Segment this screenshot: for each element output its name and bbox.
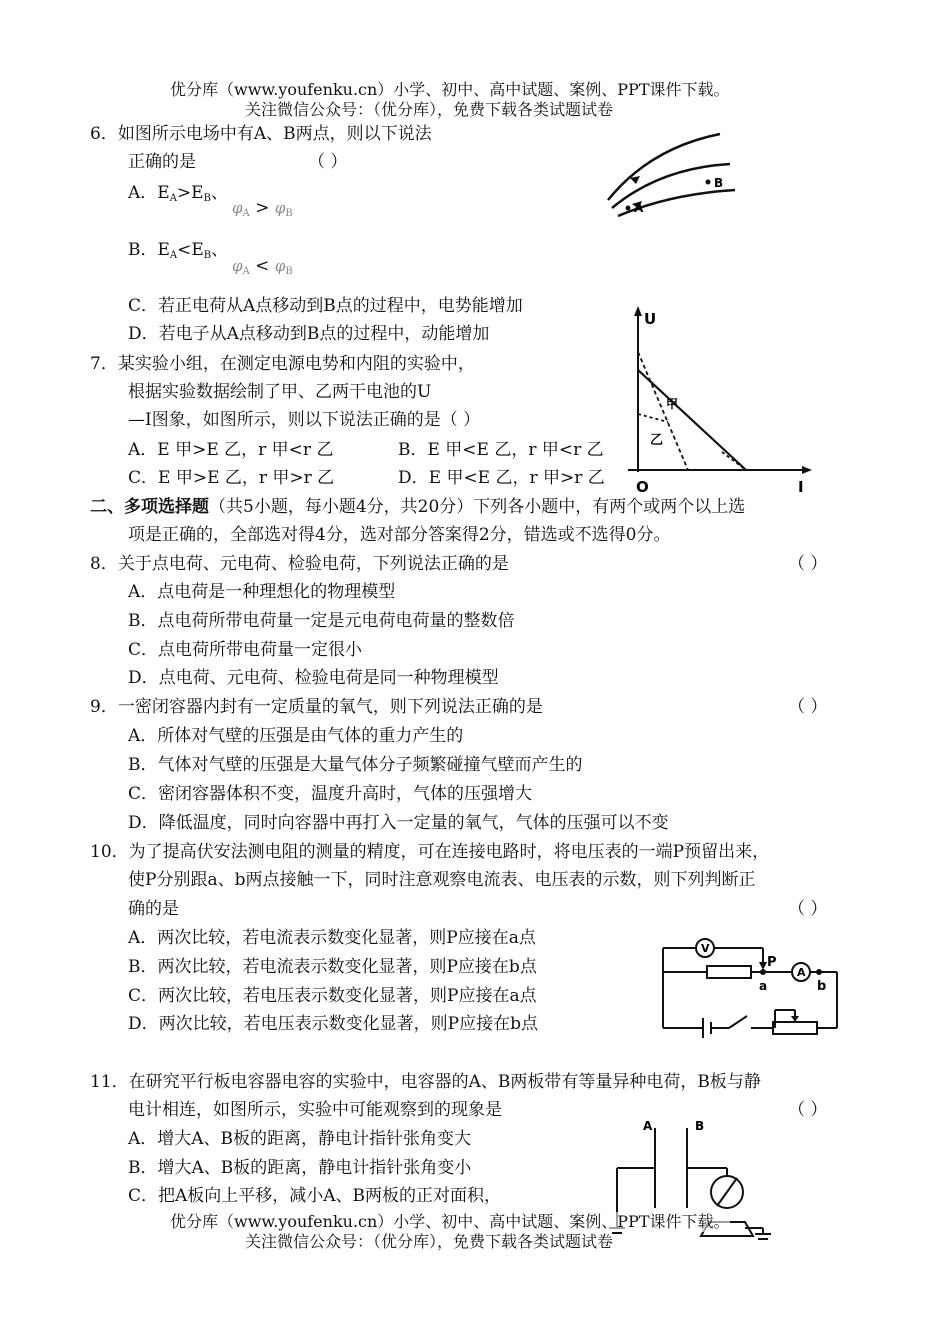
q6-option-a-potential: $\varphi_A > \varphi_B$ <box>232 198 293 219</box>
q8-option-d: D．点电荷、元电荷、检验电荷是同一种物理模型 <box>128 668 499 688</box>
q10-fig-ammeter: A <box>797 966 806 979</box>
q10-option-a: A．两次比较，若电流表示数变化显著，则P应接在a点 <box>128 928 536 948</box>
section-2-heading: 二、多项选择题（共5小题，每小题4分，共20分）下列各小题中，有两个或两个以上选 <box>90 497 746 517</box>
q7-fig-i: I <box>798 478 804 496</box>
q8-option-c: C．点电荷所带电荷量一定很小 <box>128 640 363 660</box>
q7-fig-jia: 甲 <box>666 397 679 411</box>
q6-option-c: C．若正电荷从A点移动到B点的过程中，电势能增加 <box>128 296 523 316</box>
q7-option-d: D．E 甲<E 乙，r 甲>r 乙 <box>398 468 605 488</box>
q9-stem: 9．一密闭容器内封有一定质量的氧气，则下列说法正确的是 <box>90 697 543 717</box>
q7-option-c: C．E 甲>E 乙，r 甲>r 乙 <box>128 468 335 488</box>
q7-option-b: B．E 甲<E 乙，r 甲<r 乙 <box>398 440 604 460</box>
q10-fig-p: P <box>767 955 777 970</box>
q10-option-b: B．两次比较，若电流表示数变化显著，则P应接在b点 <box>128 957 537 977</box>
q11-option-a: A．增大A、B板的距离，静电计指针张角变大 <box>128 1129 472 1149</box>
q11-option-b: B．增大A、B板的距离，静电计指针张角变小 <box>128 1158 472 1178</box>
q6-option-b-potential: $\varphi_A < \varphi_B$ <box>232 256 293 277</box>
q10-circuit-diagram <box>655 930 845 1042</box>
section-2-instructions: 项是正确的，全部选对得4分，选对部分答案得2分，错选或不选得0分。 <box>128 525 671 545</box>
q11-stem: 11．在研究平行板电容器电容的实验中，电容器的A、B两板带有等量异种电荷，B板与静 <box>90 1072 761 1092</box>
q10-fig-point-b: b <box>817 979 827 994</box>
q8-stem: 8．关于点电荷、元电荷、检验电荷，下列说法正确的是 <box>90 554 509 574</box>
q6-answer-paren: （ ） <box>308 152 348 172</box>
q10-stem-3: 确的是 <box>128 899 179 919</box>
q6-option-b: B．$E_A<E_B$、 <box>128 240 229 261</box>
q6-option-d: D．若电子从A点移动到B点的过程中，动能增加 <box>128 324 490 344</box>
q7-stem: 7．某实验小组，在测定电源电势和内阻的实验中， <box>90 354 475 374</box>
q10-option-c: C．两次比较，若电压表示数变化显著，则P应接在a点 <box>128 986 537 1006</box>
q7-fig-yi: 乙 <box>650 433 664 448</box>
q7-stem-2: 根据实验数据绘制了甲、乙两干电池的U <box>128 382 432 402</box>
q10-stem-2: 使P分别跟a、b两点接触一下，同时注意观察电流表、电压表的示数，则下列判断正 <box>128 870 756 890</box>
q6-stem: 6．如图所示电场中有A、B两点，则以下说法 <box>90 124 432 144</box>
q6-field-figure <box>600 128 740 218</box>
q6-fig-label-b: B <box>714 176 724 190</box>
q8-option-a: A．点电荷是一种理想化的物理模型 <box>128 582 396 602</box>
q11-option-c: C．把A板向上平移，减小A、B两板的正对面积， <box>128 1186 502 1206</box>
q7-fig-o: O <box>636 478 649 496</box>
q7-stem-3: —I图象，如图所示，则以下说法正确的是（ ） <box>128 410 481 430</box>
q10-answer-paren: （ ） <box>788 899 828 919</box>
q7-option-a: A．E 甲>E 乙，r 甲<r 乙 <box>128 440 334 460</box>
q10-fig-point-a: a <box>759 979 768 993</box>
q6-option-a: A．$E_A>E_B$、 <box>128 183 228 204</box>
header-line-2: 关注微信公众号：（优分库），免费下载各类试题试卷 <box>245 100 614 119</box>
q6-stem-2: 正确的是 <box>128 152 196 172</box>
header-line-1: 优分库（www.youfenku.cn）小学、初中、高中试题、案例、PPT课件下载。 <box>170 80 730 99</box>
q8-answer-paren: （ ） <box>788 554 828 574</box>
q11-fig-plate-a: A <box>643 1119 653 1133</box>
q9-option-a: A．所体对气壁的压强是由气体的重力产生的 <box>128 726 464 746</box>
q9-answer-paren: （ ） <box>788 697 828 717</box>
footer-line-1: 优分库（www.youfenku.cn）小学、初中、高中试题、案例、PPT课件下载。 <box>170 1212 730 1231</box>
q10-fig-voltmeter: V <box>701 942 710 955</box>
q11-fig-plate-b: B <box>695 1119 705 1133</box>
footer-line-2: 关注微信公众号：（优分库），免费下载各类试题试卷 <box>245 1232 614 1251</box>
q11-answer-paren: （ ） <box>788 1100 828 1120</box>
q6-fig-label-a: A <box>634 201 644 215</box>
q7-fig-u: U <box>644 310 657 328</box>
q7-ui-graph <box>622 302 822 498</box>
q9-option-b: B．气体对气壁的压强是大量气体分子频繁碰撞气壁而产生的 <box>128 755 583 775</box>
q11-stem-2: 电计相连，如图所示，实验中可能观察到的现象是 <box>128 1100 502 1120</box>
q10-stem: 10．为了提高伏安法测电阻的测量的精度，可在连接电路时，将电压表的一端P预留出来， <box>90 842 770 862</box>
q10-option-d: D．两次比较，若电压表示数变化显著，则P应接在b点 <box>128 1014 538 1034</box>
q9-option-c: C．密闭容器体积不变，温度升高时，气体的压强增大 <box>128 784 533 804</box>
q9-option-d: D．降低温度，同时向容器中再打入一定量的氧气，气体的压强可以不变 <box>128 813 669 833</box>
q8-option-b: B．点电荷所带电荷量一定是元电荷电荷量的整数倍 <box>128 611 515 631</box>
